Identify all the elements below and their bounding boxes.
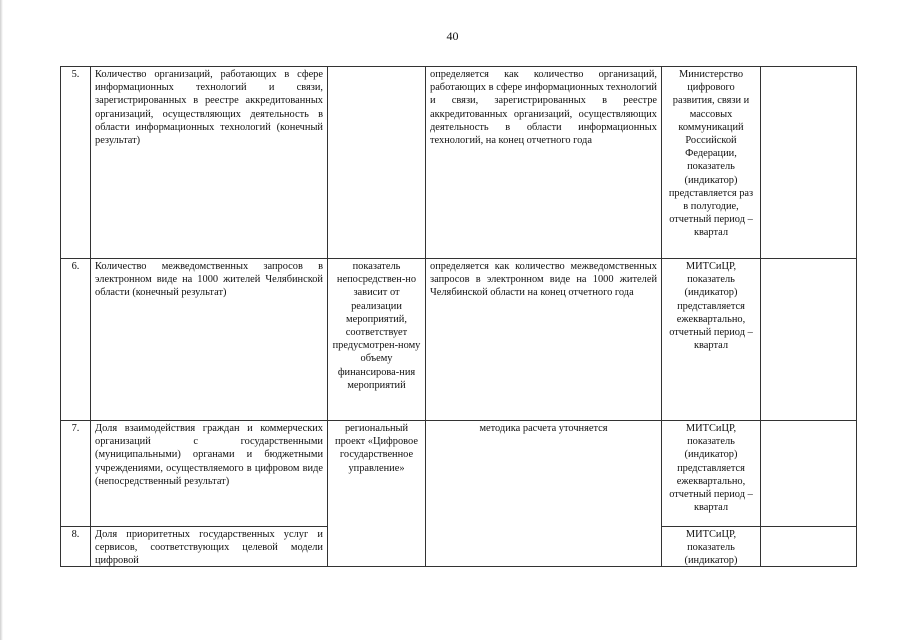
calculation-method: методика расчета уточняется xyxy=(426,421,662,567)
extra-cell xyxy=(761,421,857,527)
extra-cell xyxy=(761,67,857,259)
extra-cell xyxy=(761,527,857,567)
row-number: 6. xyxy=(61,259,91,421)
responsible-body: МИТСиЦР, показатель (индикатор) представляется ежеквартально, отчетный период – квартал xyxy=(662,259,761,421)
row-number: 7. xyxy=(61,421,91,527)
page-number: 40 xyxy=(446,29,459,43)
indicator-name-text: Доля приоритетных государственных услуг и сервисов, соответствующих целевой модели цифровой xyxy=(95,529,323,566)
indicator-relation xyxy=(328,67,426,259)
responsible-body xyxy=(662,527,761,567)
row-number-text: 8. xyxy=(71,529,80,540)
indicators-table xyxy=(60,66,857,567)
responsible-body: МИТСиЦР, показатель (индикатор) представляется ежеквартально, отчетный период – квартал xyxy=(662,421,761,527)
table-row xyxy=(61,67,857,259)
indicator-relation: показатель непосредствен-но зависит от реализации мероприятий, соответствует предусмотрен-ному объему финансирова-ния мероприятий xyxy=(328,259,426,421)
indicator-name: Количество межведомственных запросов в электронном виде на 1000 жителей Челябинской области (конечный результат) xyxy=(91,259,328,421)
calculation-method: определяется как количество организаций, работающих в сфере информационных технологий и связи, зарегистрированных в реестре аккредитованных организаций, осуществляющих деятельность в области информационных технологий, на конец отчетного года xyxy=(426,67,662,259)
row-number: 5. xyxy=(61,67,91,259)
indicator-relation: региональный проект «Цифровое государственное управление» xyxy=(328,421,426,567)
scan-edge xyxy=(0,0,3,640)
extra-cell xyxy=(761,259,857,421)
indicator-name: Доля взаимодействия граждан и коммерческих организаций с государственными (муниципальными) органами и бюджетными учреждениями, осуществляемого в цифровом виде (непосредственный результат) xyxy=(91,421,328,527)
calculation-method: определяется как количество межведомственных запросов в электронном виде на 1000 жителей Челябинской области на конец отчетного года xyxy=(426,259,662,421)
indicator-name xyxy=(91,527,328,567)
responsible-body-text: МИТСиЦР, показатель (индикатор) xyxy=(684,529,738,566)
responsible-body: Министерство цифрового развития, связи и массовых коммуникаций Российской Федерации, показатель (индикатор) представляется раз в полугодие, отчетный период – квартал xyxy=(662,67,761,259)
indicator-name: Количество организаций, работающих в сфере информационных технологий и связи, зарегистрированных в реестре аккредитованных организаций, осуществляющих деятельность в области информационных технологий (конечный результат) xyxy=(91,67,328,259)
table-row xyxy=(61,421,857,527)
table-row xyxy=(61,259,857,421)
row-number xyxy=(61,527,91,567)
